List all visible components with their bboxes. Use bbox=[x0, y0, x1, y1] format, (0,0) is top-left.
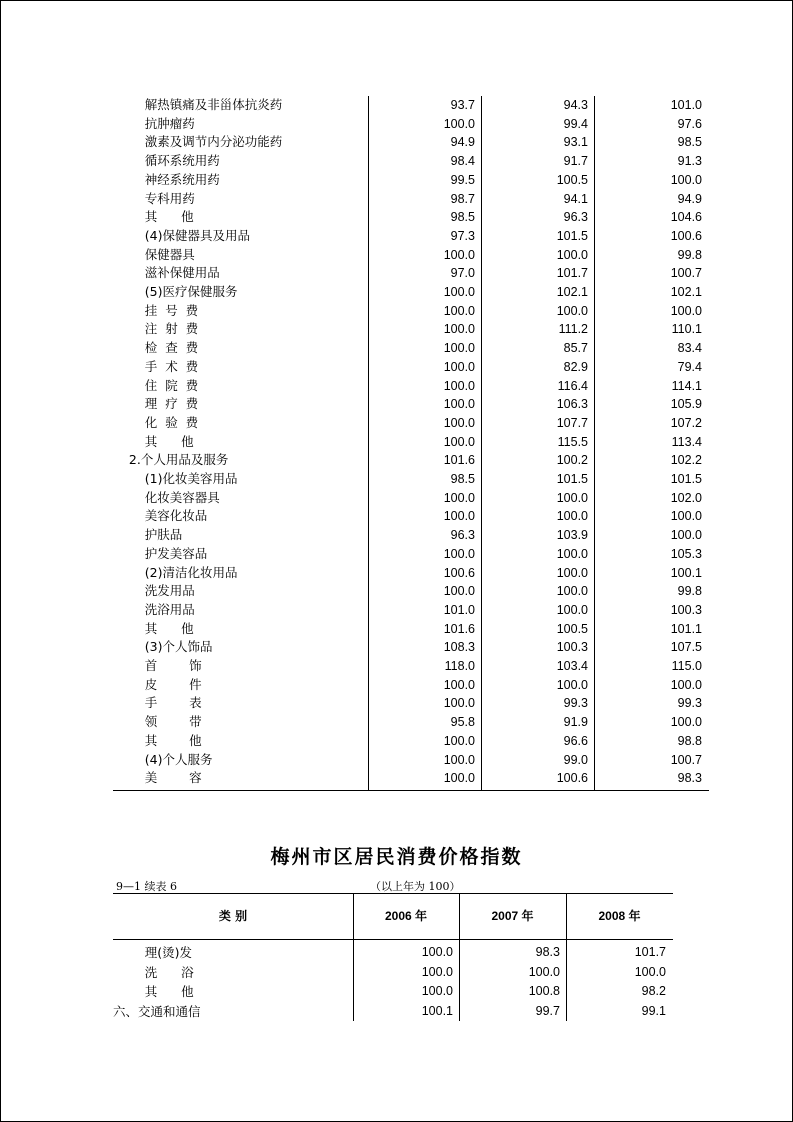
value-2006: 100.0 bbox=[421, 964, 453, 979]
header-2006: 2006 年 bbox=[384, 909, 428, 923]
row-label: 护肤品 bbox=[113, 527, 183, 543]
table-row bbox=[113, 751, 709, 770]
header-2007: 2007 年 bbox=[491, 909, 534, 923]
value-2007: 93.1 bbox=[563, 135, 588, 150]
row-label: 其 他 bbox=[113, 984, 194, 999]
value-2008: 100.0 bbox=[670, 528, 702, 543]
value-2006: 100.0 bbox=[443, 285, 475, 299]
value-2006: 100.0 bbox=[443, 771, 475, 786]
value-2008: 91.3 bbox=[677, 154, 702, 169]
table-row bbox=[113, 171, 709, 190]
value-2008: 99.3 bbox=[677, 696, 702, 711]
row-label: 手 表 bbox=[113, 695, 202, 711]
value-2008: 100.7 bbox=[670, 752, 702, 767]
value-2006: 100.0 bbox=[443, 247, 475, 262]
value-2008: 101.1 bbox=[670, 621, 702, 636]
value-2008: 115.0 bbox=[671, 659, 702, 673]
row-label: 理 疗 费 bbox=[113, 396, 199, 412]
value-2007: 100.0 bbox=[556, 602, 588, 617]
row-label: (2)清洁化妆用品 bbox=[113, 564, 238, 580]
value-2006: 100.0 bbox=[421, 945, 453, 959]
table-row bbox=[113, 982, 673, 1002]
table-row bbox=[113, 246, 709, 265]
value-2006: 101.6 bbox=[443, 453, 475, 468]
value-2006: 100.0 bbox=[443, 415, 475, 430]
value-2007: 102.1 bbox=[556, 285, 588, 299]
value-2007: 94.1 bbox=[563, 191, 588, 206]
value-2007: 101.5 bbox=[556, 472, 588, 486]
row-label: 其 他 bbox=[113, 732, 202, 748]
table-row bbox=[113, 302, 709, 321]
table-row bbox=[113, 638, 709, 657]
section-title: 梅州市区居民消费价格指数 bbox=[270, 846, 523, 868]
value-2006: 100.1 bbox=[421, 1003, 453, 1018]
row-label: (1)化妆美容用品 bbox=[113, 471, 238, 486]
value-2007: 100.3 bbox=[556, 640, 588, 655]
value-2006: 97.0 bbox=[450, 266, 475, 281]
value-2007: 100.5 bbox=[556, 621, 588, 636]
row-label: 其 他 bbox=[113, 433, 194, 449]
row-label: 抗肿瘤药 bbox=[113, 115, 195, 131]
value-2007: 101.5 bbox=[556, 228, 588, 243]
value-2006: 100.0 bbox=[443, 546, 475, 561]
value-2008: 98.2 bbox=[641, 984, 666, 998]
value-2008: 79.4 bbox=[677, 359, 702, 374]
value-2006: 100.0 bbox=[443, 303, 475, 318]
table-row bbox=[113, 963, 673, 983]
value-2007: 100.2 bbox=[556, 453, 588, 468]
value-2008: 97.6 bbox=[677, 116, 702, 131]
value-2008: 98.3 bbox=[677, 771, 702, 786]
row-label: 美容化妆品 bbox=[113, 508, 208, 524]
row-label: 理(烫)发 bbox=[113, 945, 193, 960]
value-2007: 99.4 bbox=[563, 116, 588, 131]
value-2008: 105.3 bbox=[670, 546, 702, 561]
value-2008: 100.0 bbox=[670, 509, 702, 524]
row-label: 洗 浴 bbox=[113, 964, 194, 980]
table-row bbox=[113, 227, 709, 246]
row-label: 其 他 bbox=[113, 209, 194, 225]
row-label: 循环系统用药 bbox=[113, 153, 220, 169]
value-2007: 107.7 bbox=[556, 415, 588, 430]
table-row bbox=[113, 694, 709, 713]
row-label: 领 带 bbox=[113, 714, 202, 730]
value-2006: 100.0 bbox=[443, 116, 475, 131]
value-2008: 105.9 bbox=[670, 397, 702, 412]
value-2007: 91.7 bbox=[563, 154, 588, 169]
value-2006: 100.0 bbox=[443, 752, 475, 767]
value-2006: 100.0 bbox=[443, 378, 475, 393]
table-row bbox=[113, 451, 709, 470]
row-label: (5)医疗保健服务 bbox=[113, 284, 238, 299]
value-2008: 101.7 bbox=[634, 945, 666, 959]
table-row bbox=[113, 433, 709, 452]
row-label: 洗浴用品 bbox=[113, 601, 195, 617]
value-2007: 103.4 bbox=[556, 659, 588, 673]
value-2006: 100.0 bbox=[443, 677, 475, 692]
value-2008: 101.5 bbox=[670, 472, 702, 486]
value-2008: 102.0 bbox=[670, 490, 702, 505]
value-2008: 94.9 bbox=[677, 191, 702, 206]
value-2007: 100.8 bbox=[528, 984, 560, 998]
value-2008: 102.1 bbox=[670, 285, 702, 299]
table-row bbox=[113, 264, 709, 283]
table-row bbox=[113, 943, 673, 963]
value-2006: 100.0 bbox=[443, 584, 475, 599]
value-2006: 93.7 bbox=[450, 98, 475, 112]
value-2006: 100.6 bbox=[443, 565, 475, 580]
value-2008: 99.1 bbox=[641, 1003, 666, 1018]
value-2006: 100.0 bbox=[443, 490, 475, 505]
value-2007: 101.7 bbox=[556, 266, 588, 281]
value-2007: 98.3 bbox=[535, 945, 560, 959]
table-row bbox=[113, 414, 709, 433]
value-2006: 118.0 bbox=[444, 659, 475, 673]
value-2006: 100.0 bbox=[443, 509, 475, 524]
table-row bbox=[113, 115, 709, 134]
price-index-table-continued bbox=[113, 96, 709, 790]
value-2008: 100.0 bbox=[670, 303, 702, 318]
value-2006: 100.0 bbox=[443, 696, 475, 711]
value-2008: 100.6 bbox=[670, 228, 702, 243]
value-2008: 100.0 bbox=[670, 715, 702, 730]
value-2008: 83.4 bbox=[677, 341, 702, 356]
value-2006: 101.6 bbox=[443, 621, 475, 636]
value-2008: 113.4 bbox=[671, 434, 702, 449]
header-2008: 2008 年 bbox=[598, 909, 641, 923]
value-2007: 100.0 bbox=[556, 677, 588, 692]
value-2007: 96.3 bbox=[563, 210, 588, 225]
table-row bbox=[113, 320, 709, 339]
value-2007: 100.5 bbox=[556, 172, 588, 187]
table-row bbox=[113, 676, 709, 695]
value-2006: 94.9 bbox=[450, 135, 475, 150]
table-row bbox=[113, 489, 709, 508]
value-2006: 100.0 bbox=[443, 359, 475, 374]
table-row bbox=[113, 507, 709, 526]
row-label: 滋补保健用品 bbox=[113, 265, 220, 281]
row-label: 护发美容品 bbox=[113, 545, 208, 561]
value-2007: 99.0 bbox=[563, 752, 588, 767]
value-2007: 116.4 bbox=[557, 378, 588, 393]
value-2007: 96.6 bbox=[563, 733, 588, 748]
value-2007: 100.0 bbox=[556, 303, 588, 318]
table-row bbox=[113, 1002, 673, 1022]
value-2007: 91.9 bbox=[563, 715, 588, 730]
row-label: 皮 件 bbox=[113, 676, 202, 692]
value-2006: 100.0 bbox=[443, 434, 475, 449]
value-2008: 107.5 bbox=[670, 640, 702, 655]
row-label: 美 容 bbox=[113, 770, 202, 786]
value-2007: 99.7 bbox=[535, 1003, 560, 1018]
value-2007: 115.5 bbox=[557, 434, 588, 449]
table-row bbox=[113, 152, 709, 171]
row-label: 保健器具 bbox=[113, 246, 195, 262]
row-label: 六、交通和通信 bbox=[113, 1003, 201, 1019]
table-row bbox=[113, 470, 709, 489]
value-2007: 100.0 bbox=[556, 565, 588, 580]
row-label: 挂 号 费 bbox=[113, 302, 199, 318]
row-label: 手 术 费 bbox=[113, 358, 199, 374]
value-2007: 100.0 bbox=[556, 490, 588, 505]
value-2006: 95.8 bbox=[450, 715, 475, 730]
value-2008: 107.2 bbox=[670, 415, 702, 430]
value-2006: 100.0 bbox=[421, 984, 453, 998]
value-2008: 99.8 bbox=[677, 584, 702, 599]
table-row bbox=[113, 657, 709, 676]
row-label: 洗发用品 bbox=[113, 583, 195, 599]
table-row bbox=[113, 133, 709, 152]
value-2007: 100.0 bbox=[556, 247, 588, 262]
table-row bbox=[113, 208, 709, 227]
value-2008: 98.8 bbox=[677, 733, 702, 748]
value-2007: 100.6 bbox=[556, 771, 588, 786]
table-row bbox=[113, 395, 709, 414]
table-row bbox=[113, 526, 709, 545]
value-2008: 100.1 bbox=[670, 565, 702, 580]
row-label: 化妆美容器具 bbox=[113, 489, 220, 505]
row-label: 其 他 bbox=[113, 620, 194, 636]
value-2007: 85.7 bbox=[563, 341, 588, 356]
value-2007: 111.2 bbox=[558, 322, 588, 337]
value-2006: 100.0 bbox=[443, 397, 475, 412]
row-label: (4)保健器具及用品 bbox=[113, 227, 250, 243]
table-row bbox=[113, 190, 709, 209]
value-2008: 100.0 bbox=[670, 172, 702, 187]
table-row bbox=[113, 769, 709, 788]
value-2007: 100.0 bbox=[556, 584, 588, 599]
value-2007: 100.0 bbox=[556, 546, 588, 561]
value-2007: 100.0 bbox=[528, 964, 560, 979]
value-2006: 108.3 bbox=[443, 640, 475, 655]
table-row bbox=[113, 545, 709, 564]
table-row bbox=[113, 713, 709, 732]
row-label: 解热镇痛及非甾体抗炎药 bbox=[113, 97, 283, 112]
value-2006: 97.3 bbox=[450, 228, 475, 243]
value-2008: 100.0 bbox=[670, 677, 702, 692]
row-label: 神经系统用药 bbox=[113, 171, 220, 187]
table-row bbox=[113, 358, 709, 377]
value-2006: 98.7 bbox=[450, 191, 475, 206]
value-2006: 100.0 bbox=[443, 341, 475, 356]
value-2008: 102.2 bbox=[670, 453, 702, 468]
value-2006: 100.0 bbox=[443, 733, 475, 748]
row-label: (3)个人饰品 bbox=[113, 639, 213, 655]
value-2006: 101.0 bbox=[443, 602, 475, 617]
base-note: （以上年为 100） bbox=[370, 880, 461, 893]
row-label: 首 饰 bbox=[113, 658, 202, 673]
value-2006: 100.0 bbox=[443, 322, 475, 337]
value-2007: 99.3 bbox=[563, 696, 588, 711]
value-2008: 100.7 bbox=[670, 266, 702, 281]
value-2008: 98.5 bbox=[677, 135, 702, 150]
value-2008: 101.0 bbox=[670, 98, 702, 112]
value-2006: 98.5 bbox=[450, 472, 475, 486]
row-label: 化 验 费 bbox=[113, 414, 199, 430]
value-2007: 82.9 bbox=[563, 359, 588, 374]
value-2006: 99.5 bbox=[450, 172, 475, 187]
value-2008: 99.8 bbox=[677, 247, 702, 262]
table-code: 9—1 续表 6 bbox=[116, 880, 177, 893]
row-label: (4)个人服务 bbox=[113, 751, 213, 767]
value-2008: 114.1 bbox=[671, 378, 702, 393]
table-row bbox=[113, 601, 709, 620]
header-category: 类 别 bbox=[218, 909, 248, 923]
row-label: 激素及调节内分泌功能药 bbox=[113, 134, 283, 150]
value-2006: 98.5 bbox=[450, 210, 475, 225]
value-2008: 100.3 bbox=[670, 602, 702, 617]
price-index-table bbox=[113, 893, 673, 1021]
table-row bbox=[113, 732, 709, 751]
row-label: 2.个人用品及服务 bbox=[113, 452, 229, 468]
table-row bbox=[113, 620, 709, 639]
table-row bbox=[113, 283, 709, 302]
value-2008: 100.0 bbox=[634, 964, 666, 979]
value-2006: 98.4 bbox=[450, 154, 475, 169]
value-2008: 110.1 bbox=[671, 322, 702, 337]
value-2007: 100.0 bbox=[556, 509, 588, 524]
row-label: 注 射 费 bbox=[113, 321, 199, 337]
table-row bbox=[113, 564, 709, 583]
table-row bbox=[113, 377, 709, 396]
row-label: 专科用药 bbox=[113, 190, 195, 206]
value-2008: 104.6 bbox=[670, 210, 702, 225]
table-row bbox=[113, 96, 709, 115]
value-2007: 94.3 bbox=[563, 98, 588, 112]
table-bottom-rule bbox=[113, 790, 709, 791]
value-2007: 106.3 bbox=[556, 397, 588, 412]
row-label: 检 查 费 bbox=[113, 340, 199, 356]
row-label: 住 院 费 bbox=[113, 377, 199, 393]
table-row bbox=[113, 582, 709, 601]
header-rule bbox=[113, 939, 673, 940]
value-2007: 103.9 bbox=[556, 528, 588, 543]
table-row bbox=[113, 339, 709, 358]
value-2006: 96.3 bbox=[450, 528, 475, 543]
